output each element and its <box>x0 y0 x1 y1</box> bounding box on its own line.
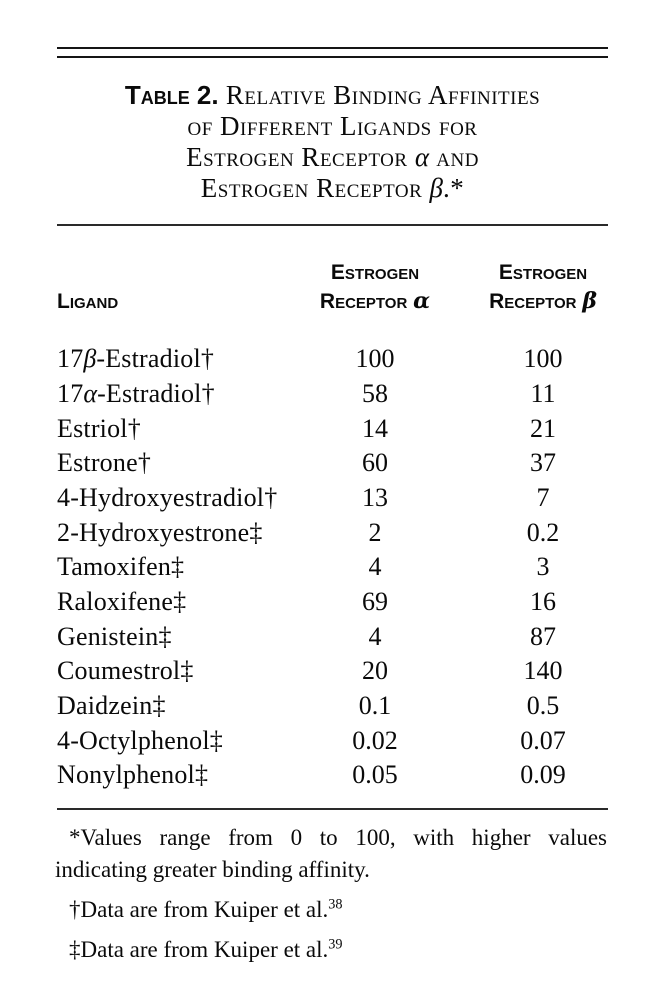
reference-superscript: 39 <box>328 936 343 953</box>
table-row <box>57 585 623 620</box>
er-alpha-value-cell: 0.05 <box>352 760 398 790</box>
er-alpha-value-cell: 100 <box>355 344 395 374</box>
er-alpha-value-cell: 0.1 <box>358 690 392 720</box>
er-alpha-value-cell: 14 <box>362 413 388 443</box>
table-title <box>57 80 608 204</box>
er-beta-value-cell: 0.2 <box>526 517 560 547</box>
table-row <box>57 481 623 516</box>
er-alpha-value-cell: 13 <box>362 482 388 512</box>
ligand-cell: Coumestrol‡ <box>57 656 194 686</box>
footnote-double-dagger: ‡Data are from Kuiper et al.$^{39}$ <box>69 936 343 962</box>
header-er-beta: Estrogen Receptor β <box>489 261 597 314</box>
er-beta-value-cell: 37 <box>530 448 556 478</box>
table-header-row <box>57 258 623 316</box>
ligand-cell: 2-Hydroxyestrone‡ <box>57 517 263 547</box>
er-alpha-value-cell: 60 <box>362 448 388 478</box>
table-body <box>57 342 623 793</box>
header-er-alpha: Estrogen Receptor α <box>319 261 431 314</box>
er-alpha-value-cell: 4 <box>368 621 382 651</box>
ligand-cell: 17α-Estradiol† <box>57 378 215 408</box>
greek-beta: β <box>429 173 443 203</box>
table-row <box>57 342 623 377</box>
table-title-line-4: Estrogen Receptor β.* <box>200 173 465 203</box>
er-beta-value-cell: 140 <box>523 656 563 686</box>
table-row <box>57 446 623 481</box>
er-alpha-value-cell: 0.02 <box>352 725 398 755</box>
table-row <box>57 723 623 758</box>
ligand-cell: 4-Octylphenol‡ <box>57 725 223 755</box>
er-alpha-value-cell: 4 <box>368 552 382 582</box>
table-row <box>57 550 623 585</box>
reference-superscript: 38 <box>328 896 343 913</box>
footnote-dagger: †Data are from Kuiper et al.$^{38}$ <box>69 896 343 922</box>
footnote-separator-rule <box>57 808 608 810</box>
table-title-line-3: Estrogen Receptor α and <box>186 142 479 172</box>
er-beta-value-cell: 87 <box>530 621 556 651</box>
er-beta-value-cell: 7 <box>536 482 550 512</box>
er-alpha-value-cell: 20 <box>362 656 388 686</box>
ligand-cell: Estrone† <box>57 448 152 478</box>
table-row <box>57 619 623 654</box>
er-beta-value-cell: 0.09 <box>520 760 566 790</box>
er-alpha-value-cell: 58 <box>362 378 388 408</box>
table-row <box>57 654 623 689</box>
er-beta-value-cell: 0.07 <box>520 725 566 755</box>
er-beta-value-cell: 21 <box>530 413 556 443</box>
greek-letter: β <box>83 344 97 374</box>
table-title-line-2: of Different Ligands for <box>187 111 478 141</box>
er-beta-value-cell: 0.5 <box>526 690 560 720</box>
ligand-cell: Raloxifene‡ <box>57 586 187 616</box>
er-beta-value-cell: 16 <box>530 586 556 616</box>
header-ligand: Ligand <box>57 290 119 313</box>
table-row <box>57 689 623 724</box>
table-row <box>57 411 623 446</box>
ligand-cell: Daidzein‡ <box>57 690 166 720</box>
table-row <box>57 515 623 550</box>
er-alpha-value-cell: 69 <box>362 586 388 616</box>
greek-alpha: α <box>414 142 429 172</box>
ligand-cell: Nonylphenol‡ <box>57 760 209 790</box>
er-beta-value-cell: 100 <box>523 344 563 374</box>
table-title-line-1: Table 2. Relative Binding Affinities <box>124 80 541 110</box>
title-separator-rule <box>57 224 608 226</box>
greek-alpha: α <box>413 288 431 314</box>
ligand-cell: Tamoxifen‡ <box>57 552 185 582</box>
greek-beta: β <box>582 288 597 314</box>
er-beta-value-cell: 3 <box>536 552 550 582</box>
ligand-cell: Genistein‡ <box>57 621 172 651</box>
table-row <box>57 758 623 793</box>
er-alpha-value-cell: 2 <box>368 517 382 547</box>
ligand-cell: Estriol† <box>57 413 141 443</box>
table-number-label: Table 2. <box>124 80 219 110</box>
ligand-cell: 17β-Estradiol† <box>57 344 215 374</box>
top-double-rule <box>57 47 608 58</box>
er-beta-value-cell: 11 <box>530 378 556 408</box>
footnotes <box>55 822 607 966</box>
ligand-cell: 4-Hydroxyestradiol† <box>57 482 278 512</box>
footnote-asterisk: *Values range from 0 to 100, with higher values indicating greater binding affinity. <box>55 825 607 882</box>
greek-letter: α <box>83 378 98 408</box>
table-row <box>57 377 623 412</box>
